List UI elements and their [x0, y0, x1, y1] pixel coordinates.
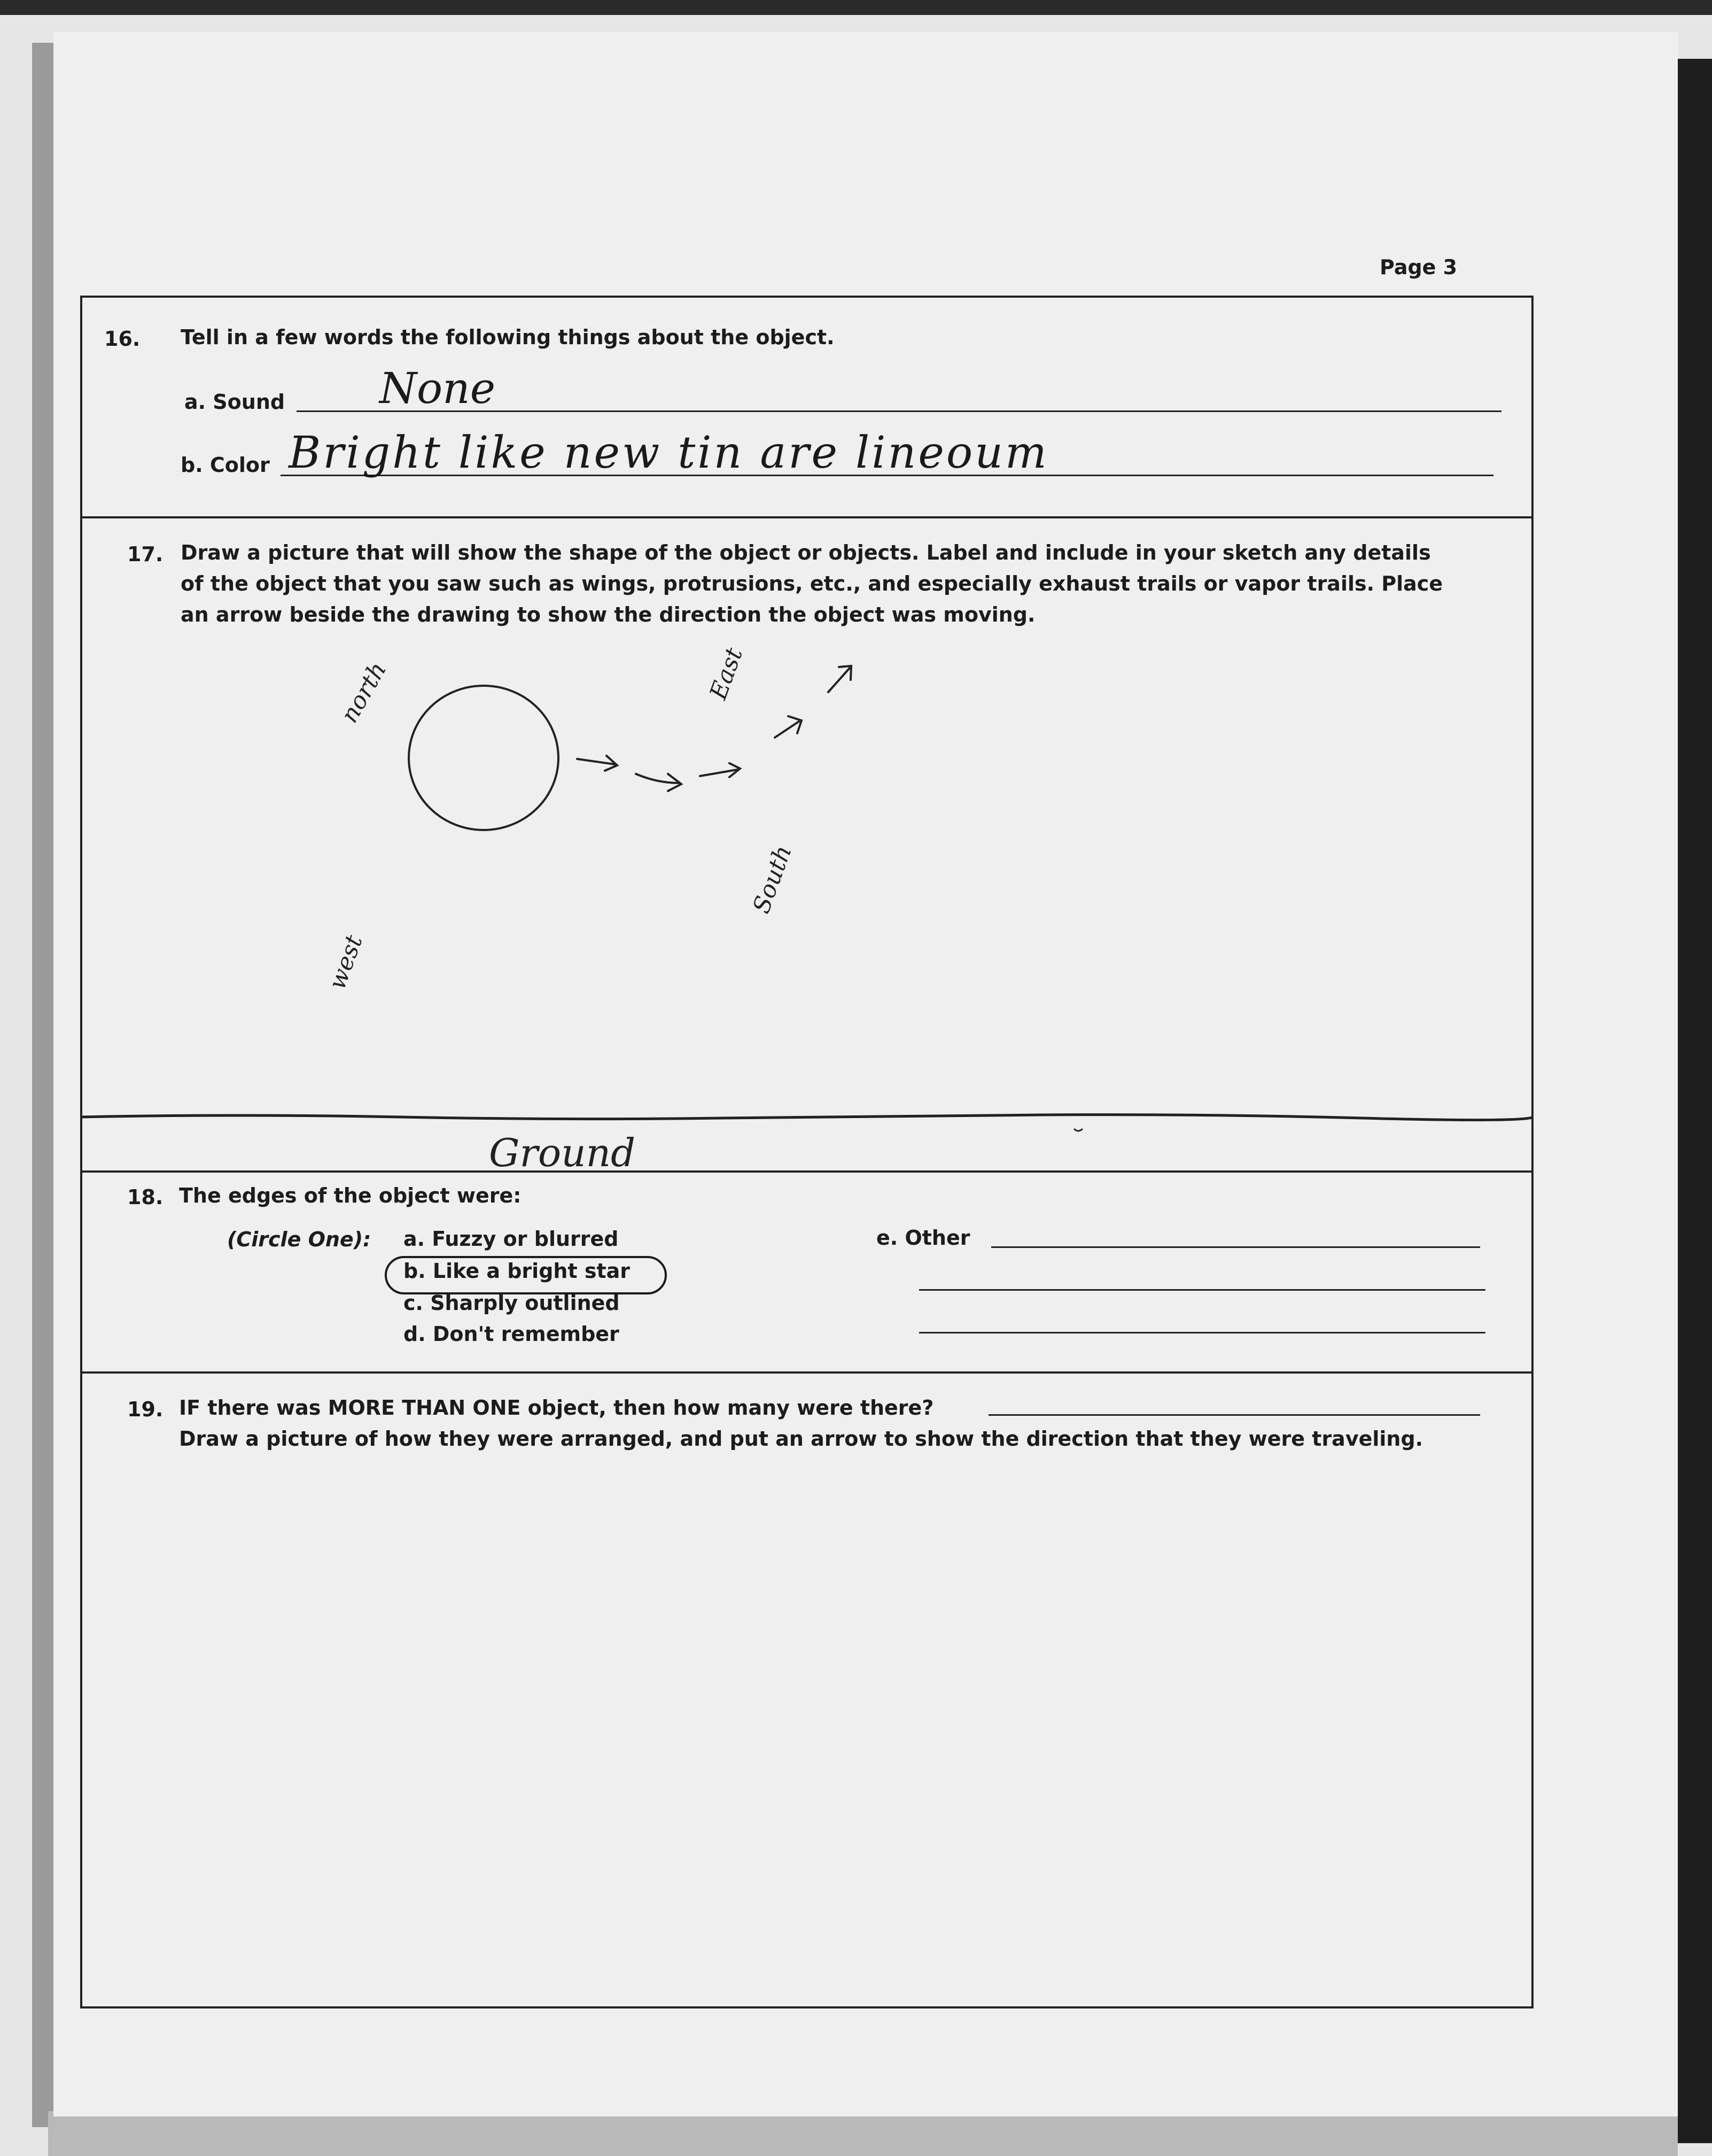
q18-other-line-1[interactable] — [991, 1246, 1480, 1248]
q18-prompt: The edges of the object were: — [179, 1184, 522, 1207]
scan-border-top — [0, 0, 1712, 15]
object-sketch — [80, 631, 1534, 1176]
arrow-5-shaft — [828, 668, 850, 692]
ground-mark — [1074, 1129, 1083, 1131]
q18-number: 18. — [127, 1185, 164, 1209]
divider-18-19 — [80, 1371, 1534, 1374]
q18-other-line-3[interactable] — [919, 1332, 1485, 1333]
object-circle — [409, 686, 558, 830]
q16-number: 16. — [104, 327, 141, 351]
q17-number: 17. — [127, 542, 164, 566]
scan-border-right — [1678, 59, 1712, 2143]
q19-number: 19. — [127, 1398, 164, 1421]
divider-16-17 — [80, 516, 1534, 518]
q16-sound-label: a. Sound — [184, 390, 285, 414]
q19-line-1: IF there was MORE THAN ONE object, then how many were there? — [179, 1396, 934, 1420]
q18-other-label: e. Other — [876, 1226, 970, 1250]
sketch-label-west: west — [323, 931, 368, 994]
sketch-label-east: East — [704, 644, 749, 703]
sketch-label-south: South — [748, 842, 797, 917]
sketch-label-north: north — [336, 657, 392, 728]
arrow-4-shaft — [775, 722, 799, 738]
ground-line — [80, 1115, 1534, 1120]
q18-option-d[interactable]: d. Don't remember — [403, 1322, 619, 1346]
arrow-1-shaft — [577, 759, 614, 764]
q18-option-b[interactable]: b. Like a bright star — [403, 1259, 631, 1283]
q18-instruction: (Circle One): — [227, 1228, 371, 1251]
q17-line-2: of the object that you saw such as wings, protrusions, etc., and especially exhaust trails or vapor trails. Place — [181, 572, 1443, 595]
scan-border-bottom — [48, 2111, 1678, 2156]
sketch-label-ground: Ground — [489, 1130, 636, 1175]
q17-line-3: an arrow beside the drawing to show the direction the object was moving. — [181, 603, 1036, 626]
q19-line-2: Draw a picture of how they were arranged, and put an arrow to show the direction that they were traveling. — [179, 1427, 1423, 1451]
q19-count-line[interactable] — [989, 1414, 1480, 1416]
q16-sound-answer: None — [379, 363, 496, 413]
q18-other-line-2[interactable] — [919, 1289, 1485, 1291]
q16-color-label: b. Color — [181, 453, 270, 477]
q16-color-answer: Bright like new tin are lineoum — [289, 428, 1049, 478]
q17-line-1: Draw a picture that will show the shape of the object or objects. Label and include in your sketch any details — [181, 541, 1431, 564]
q18-option-a[interactable]: a. Fuzzy or blurred — [403, 1227, 619, 1251]
q16-prompt: Tell in a few words the following things about the object. — [181, 325, 835, 349]
page-number: Page 3 — [1380, 255, 1458, 279]
q18-option-c[interactable]: c. Sharply outlined — [403, 1291, 620, 1315]
